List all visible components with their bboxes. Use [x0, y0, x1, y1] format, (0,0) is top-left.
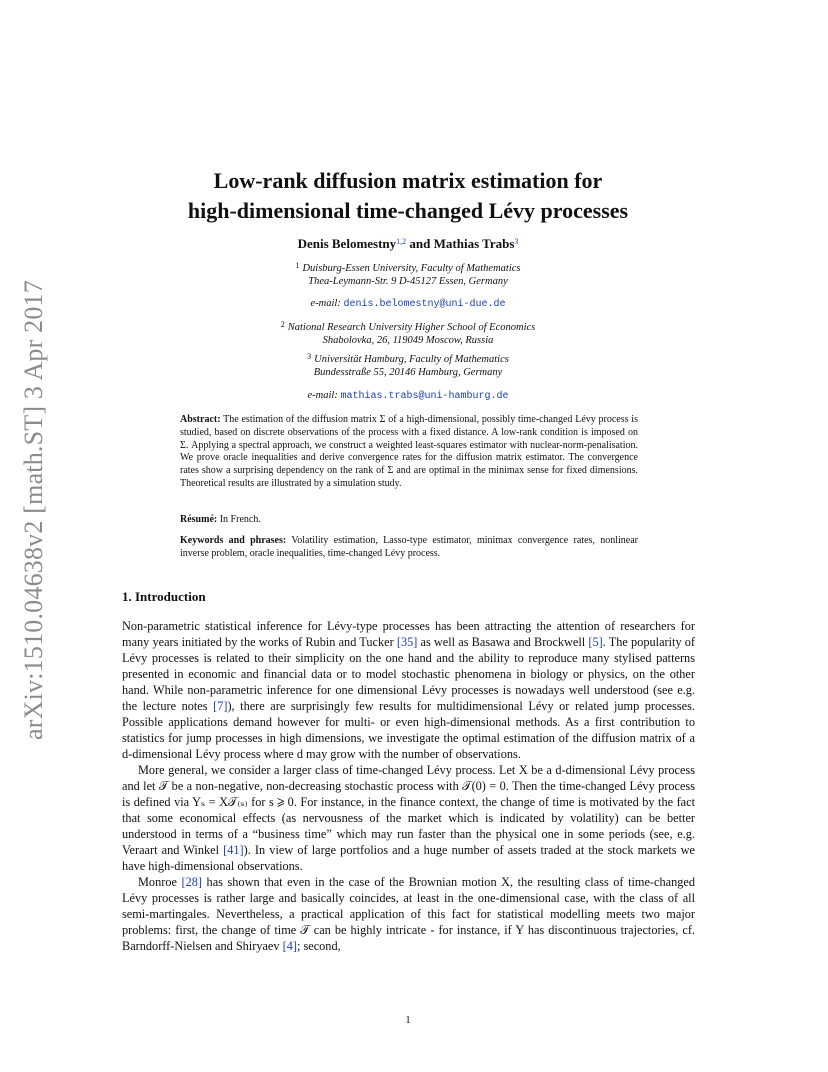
affiliation-1-number: 1 [295, 261, 300, 270]
affiliation-1 [100, 259, 716, 288]
abstract [180, 414, 638, 491]
paper-title [100, 166, 716, 226]
affiliation-3-line-1: Universität Hamburg, Faculty of Mathematics [314, 354, 509, 365]
section-number: 1. [122, 589, 132, 604]
paragraph-3 [122, 874, 695, 954]
email-1-link[interactable]: denis.belomestny@uni-due.de [343, 299, 506, 310]
paragraph-3-text-a: Monroe [138, 875, 182, 889]
affiliation-3 [100, 350, 716, 379]
paragraph-3-text-c: ; second, [296, 939, 341, 953]
citation-4[interactable]: [4] [282, 939, 297, 953]
abstract-text: The estimation of the diffusion matrix Σ of a high-dimensional, possibly time-changed Lévy process is studied, based on discrete observations of the process with a fixed distance. A low-rank condition is imposed on Σ. Applying a spectral approach, we construct a weighted least-squares estimator with nuclear-norm-penalisation. We prove oracle inequalities and derive convergence rates for the diffusion matrix estimator. The convergence rates show a surprising dependency on the rank of Σ and are optimal in the minimax sense for fixed dimensions. Theoretical results are illustrated by a simulation study. [180, 414, 638, 489]
citation-28[interactable]: [28] [181, 875, 202, 889]
keywords-text: Volatility estimation, Lasso-type estimator, minimax convergence rates, nonlinear inverse problem, oracle inequalities, time-changed Lévy process. [180, 535, 638, 559]
section-title: Introduction [135, 589, 206, 604]
arxiv-identifier: arXiv:1510.04638v2 [math.ST] 3 Apr 2017 [19, 280, 48, 740]
body-text [122, 618, 695, 954]
citation-35[interactable]: [35] [396, 635, 418, 649]
resume-text: In French. [219, 514, 261, 525]
section-heading [122, 589, 206, 605]
paragraph-2-text-b: ). In view of large portfolios and a huge number of assets traded at the stock markets we have high-dimensional observations. [122, 843, 695, 873]
affiliation-2-line-1: National Research University Higher School of Economics [287, 322, 536, 333]
citation-41[interactable]: [41] [223, 843, 244, 857]
arxiv-side-label [4, 280, 64, 740]
affiliation-3-number: 3 [307, 352, 312, 361]
page-number: 1 [405, 1014, 411, 1026]
email-1 [100, 298, 716, 310]
paragraph-2-text-a: More general, we consider a larger class of time-changed Lévy process. Let X be a d-dimensional Lévy process and let 𝒯 be a non-negative, non-decreasing stochastic process with 𝒯(0) = 0. Then the time-changed Lévy process is defined via Yₛ = X𝒯₍ₛ₎ for s ⩾ 0. For instance, in the finance context, the change of time is motivated by the fact that some economical effects (as nervousness of the market which is indicated by volatility) can be better understood in terms of a “business time” which may run faster than the physical one in some periods (see, e.g. Veraart and Winkel [122, 763, 695, 857]
keywords-label: Keywords and phrases: [180, 535, 287, 546]
paragraph-1-text-c: . The popularity of Lévy processes is related to their simplicity on the one hand and the ability to reproduce many stylised patterns presented in economic and financial data or to model stochastic phenomena in biology or physics, on the other hand. While non-parametric inference for one dimensional Lévy processes is nowadays well understood (see e.g. the lecture notes [122, 635, 696, 713]
affiliation-1-line-1: Duisburg-Essen University, Faculty of Mathematics [302, 263, 521, 274]
affiliation-3-line-2: Bundesstraße 55, 20146 Hamburg, Germany [313, 367, 503, 378]
author-1-affil-link[interactable]: 1,2 [396, 237, 407, 246]
paragraph-3-text-b: has shown that even in the case of the Brownian motion X, the resulting class of time-changed Lévy processes is rather large and basically coincides, at least in the one-dimensional case, with the class of all semi-martingales. Nevertheless, a practical application of this fact for statistical modelling meets two major problems: first, the change of time 𝒯 can be highly intricate - for instance, if Y has discontinuous trajectories, cf. Barndorff-Nielsen and Shiryaev [122, 875, 695, 953]
resume [180, 514, 638, 525]
citation-5[interactable]: [5] [588, 635, 603, 649]
authors [100, 236, 716, 252]
paragraph-1 [122, 618, 695, 762]
author-2-affil-link[interactable]: 3 [514, 237, 519, 246]
affiliation-2-number: 2 [280, 320, 285, 329]
email-1-label: e-mail: [310, 298, 341, 309]
title-line-2: high-dimensional time-changed Lévy processes [187, 198, 629, 223]
citation-7[interactable]: [7] [213, 699, 228, 713]
affiliation-1-line-2: Thea-Leymann-Str. 9 D-45127 Essen, Germany [308, 276, 508, 287]
email-2 [100, 390, 716, 402]
paragraph-1-text-d: ), there are surprisingly few results for multidimensional Lévy or related jump processes. Possible applications demand however for multi- or even high-dimensional methods. As a first contribution to statistics for jump processes in high dimensions, we investigate the optimal estimation of the diffusion matrix of a d-dimensional Lévy process where d may grow with the number of observations. [122, 699, 695, 761]
paragraph-1-text-b: as well as Basawa and Brockwell [417, 635, 589, 649]
title-line-1: Low-rank diffusion matrix estimation for [213, 168, 603, 193]
author-1: Denis Belomestny [297, 236, 397, 251]
email-2-link[interactable]: mathias.trabs@uni-hamburg.de [340, 391, 509, 402]
affiliation-2-line-2: Shabolovka, 26, 119049 Moscow, Russia [322, 335, 494, 346]
paragraph-2 [122, 762, 695, 874]
author-conjunction: and [406, 236, 434, 251]
affiliation-2 [100, 318, 716, 347]
email-2-label: e-mail: [307, 390, 338, 401]
author-2: Mathias Trabs [433, 236, 515, 251]
paragraph-1-text-a: Non-parametric statistical inference for Lévy-type processes has been attracting the attention of researchers for many years initiated by the works of Rubin and Tucker [122, 619, 695, 649]
resume-label: Résumé: [180, 514, 218, 525]
abstract-label: Abstract: [180, 414, 221, 425]
keywords [180, 535, 638, 561]
